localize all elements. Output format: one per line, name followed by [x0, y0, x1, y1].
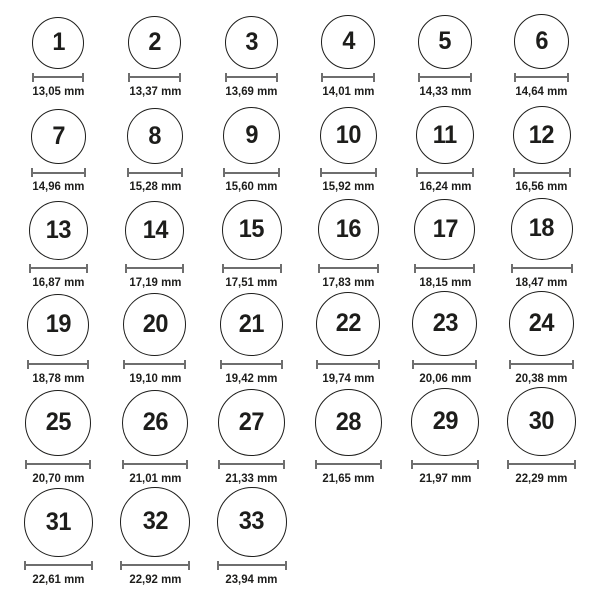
- diameter-label: 23,94 mm: [225, 571, 278, 586]
- diameter-label: 15,92 mm: [322, 179, 375, 194]
- ring-size-item: [10, 387, 107, 487]
- ring-circle: [509, 291, 574, 356]
- ring-size-item: [493, 4, 590, 100]
- diameter-ruler-icon: [418, 73, 472, 82]
- ruler-line: [127, 267, 182, 269]
- ring-circle: [414, 199, 475, 260]
- diameter-ruler-icon: [32, 73, 84, 82]
- diameter-label: 20,38 mm: [515, 370, 568, 385]
- ruler-line: [516, 76, 567, 78]
- diameter-ruler-icon: [412, 360, 477, 369]
- ruler-line: [225, 172, 278, 174]
- ring-size-number: 28: [335, 407, 361, 436]
- ruler-line: [222, 363, 281, 365]
- ring-size-number: 20: [142, 309, 168, 338]
- ring-circle: [223, 107, 280, 164]
- ring-size-number: 6: [535, 26, 548, 55]
- ring-size-number: 2: [148, 27, 162, 56]
- diameter-ruler-icon: [127, 168, 183, 177]
- diameter-label: 16,24 mm: [419, 179, 471, 194]
- ring-circle: [418, 15, 472, 69]
- diameter-ruler-icon: [123, 360, 186, 369]
- ring-size-number: 31: [45, 507, 71, 536]
- ruler-line: [414, 363, 475, 365]
- diameter-ruler-icon: [511, 264, 573, 273]
- diameter-ruler-icon: [29, 264, 88, 273]
- ring-size-item: [107, 291, 204, 387]
- ring-circle: [122, 390, 188, 456]
- diameter-label: 19,42 mm: [225, 370, 278, 385]
- ring-size-item: [107, 387, 204, 487]
- ruler-line: [420, 76, 470, 78]
- ruler-line: [323, 76, 373, 78]
- ring-size-number: 18: [529, 214, 555, 243]
- diameter-label: 13,05 mm: [32, 83, 85, 98]
- diameter-ruler-icon: [416, 168, 474, 177]
- diameter-label: 20,06 mm: [419, 370, 471, 385]
- diameter-label: 21,65 mm: [322, 470, 375, 485]
- ring-circle: [29, 201, 88, 260]
- ring-size-number: 25: [45, 408, 71, 437]
- ring-size-item: [493, 100, 590, 196]
- ring-size-number: 33: [239, 507, 265, 536]
- diameter-ruler-icon: [316, 360, 380, 369]
- ring-size-number: 26: [142, 408, 168, 437]
- ruler-line: [29, 363, 87, 365]
- ring-circle: [315, 389, 382, 456]
- ring-size-item: [397, 291, 494, 387]
- ring-size-number: 14: [142, 215, 168, 244]
- diameter-ruler-icon: [218, 460, 285, 469]
- ring-size-number: 30: [529, 406, 555, 435]
- diameter-ruler-icon: [513, 168, 571, 177]
- diameter-label: 14,64 mm: [515, 83, 568, 98]
- ring-size-item: [203, 195, 300, 291]
- ring-size-item: [397, 387, 494, 487]
- diameter-ruler-icon: [217, 561, 287, 570]
- ring-size-item: [10, 291, 107, 387]
- ring-size-number: 15: [239, 215, 265, 244]
- diameter-label: 17,51 mm: [225, 274, 278, 289]
- ring-circle: [411, 388, 479, 456]
- ring-size-number: 27: [239, 407, 265, 436]
- ruler-line: [322, 172, 375, 174]
- diameter-ruler-icon: [514, 73, 569, 82]
- diameter-ruler-icon: [411, 460, 479, 469]
- diameter-ruler-icon: [120, 561, 190, 570]
- diameter-label: 18,78 mm: [32, 370, 85, 385]
- ring-size-item: [107, 487, 204, 588]
- ring-size-item: [107, 195, 204, 291]
- ring-circle: [511, 198, 573, 260]
- ruler-line: [27, 463, 89, 465]
- ring-size-number: 19: [45, 310, 71, 339]
- ring-circle: [218, 389, 285, 456]
- ring-circle: [507, 387, 576, 456]
- ring-size-item: [300, 387, 397, 487]
- diameter-label: 22,29 mm: [515, 470, 568, 485]
- ring-size-item: [203, 487, 300, 588]
- diameter-label: 22,92 mm: [129, 571, 181, 586]
- ruler-line: [416, 267, 473, 269]
- ring-size-item: [397, 4, 494, 100]
- ring-size-item: [300, 291, 397, 387]
- ruler-line: [122, 564, 188, 566]
- ruler-line: [318, 363, 378, 365]
- ring-size-number: 5: [438, 27, 452, 56]
- ring-circle: [27, 294, 89, 356]
- ruler-line: [513, 267, 571, 269]
- diameter-label: 14,33 mm: [419, 83, 471, 98]
- ring-size-item: [300, 4, 397, 100]
- ring-size-number: 23: [432, 308, 458, 337]
- ring-size-number: 24: [529, 308, 555, 337]
- ruler-line: [320, 267, 377, 269]
- ring-size-number: 7: [52, 122, 65, 151]
- ring-size-number: 29: [432, 407, 458, 436]
- diameter-label: 16,56 mm: [515, 179, 568, 194]
- diameter-label: 17,19 mm: [129, 274, 181, 289]
- ruler-line: [515, 172, 569, 174]
- ring-size-number: 11: [433, 120, 457, 149]
- ring-circle: [416, 106, 474, 164]
- diameter-ruler-icon: [27, 360, 89, 369]
- ruler-line: [26, 564, 91, 566]
- diameter-ruler-icon: [315, 460, 382, 469]
- ring-circle: [120, 487, 190, 557]
- ring-size-item: [493, 387, 590, 487]
- diameter-ruler-icon: [128, 73, 181, 82]
- ring-size-number: 17: [432, 214, 458, 243]
- ruler-line: [33, 172, 84, 174]
- diameter-ruler-icon: [507, 460, 576, 469]
- ring-size-number: 10: [335, 121, 361, 150]
- ring-size-item: [300, 195, 397, 291]
- ruler-line: [317, 463, 380, 465]
- ring-size-number: 21: [239, 309, 265, 338]
- diameter-label: 13,37 mm: [129, 83, 181, 98]
- ring-circle: [514, 14, 569, 69]
- ring-size-item: [300, 100, 397, 196]
- ring-circle: [318, 199, 379, 260]
- ring-circle: [32, 17, 84, 69]
- diameter-ruler-icon: [225, 73, 278, 82]
- diameter-ruler-icon: [222, 264, 282, 273]
- ring-size-item: [203, 4, 300, 100]
- ring-circle: [513, 106, 571, 164]
- ruler-line: [509, 463, 574, 465]
- ring-circle: [128, 16, 181, 69]
- ruler-line: [413, 463, 477, 465]
- ring-circle: [217, 487, 287, 557]
- ruler-line: [31, 267, 86, 269]
- ruler-line: [124, 463, 186, 465]
- ring-size-number: 32: [142, 507, 168, 536]
- ring-circle: [320, 107, 377, 164]
- ruler-line: [125, 363, 184, 365]
- ring-circle: [316, 292, 380, 356]
- ring-size-number: 16: [335, 214, 361, 243]
- ruler-line: [34, 76, 82, 78]
- ring-size-number: 22: [335, 309, 361, 338]
- diameter-ruler-icon: [25, 460, 91, 469]
- ruler-line: [129, 172, 181, 174]
- diameter-ruler-icon: [321, 73, 375, 82]
- diameter-ruler-icon: [125, 264, 184, 273]
- ring-circle: [127, 108, 183, 164]
- diameter-label: 18,47 mm: [515, 274, 568, 289]
- diameter-label: 20,70 mm: [32, 470, 85, 485]
- ring-size-item: [203, 387, 300, 487]
- ring-circle: [123, 293, 186, 356]
- diameter-label: 16,87 mm: [32, 274, 85, 289]
- ring-size-number: 1: [52, 28, 65, 57]
- ring-circle: [25, 390, 91, 456]
- ring-circle: [222, 200, 282, 260]
- diameter-ruler-icon: [414, 264, 475, 273]
- ring-size-item: [397, 195, 494, 291]
- ring-size-item: [107, 100, 204, 196]
- ring-circle: [412, 291, 477, 356]
- diameter-label: 13,69 mm: [225, 83, 278, 98]
- diameter-label: 18,15 mm: [419, 274, 471, 289]
- ring-size-number: 4: [342, 27, 355, 56]
- diameter-label: 14,96 mm: [32, 179, 85, 194]
- ring-circle: [220, 293, 283, 356]
- ring-size-item: [10, 100, 107, 196]
- diameter-label: 15,60 mm: [225, 179, 278, 194]
- ring-circle: [125, 201, 184, 260]
- diameter-label: 21,01 mm: [129, 470, 181, 485]
- diameter-ruler-icon: [31, 168, 86, 177]
- diameter-ruler-icon: [509, 360, 574, 369]
- diameter-label: 21,97 mm: [419, 470, 471, 485]
- ring-size-item: [10, 195, 107, 291]
- ring-size-number: 12: [529, 120, 555, 149]
- ring-circle: [31, 109, 86, 164]
- ruler-line: [130, 76, 179, 78]
- ring-size-item: [107, 4, 204, 100]
- diameter-label: 22,61 mm: [32, 571, 85, 586]
- diameter-ruler-icon: [24, 561, 93, 570]
- ring-size-item: [10, 487, 107, 588]
- ring-size-item: [203, 100, 300, 196]
- diameter-ruler-icon: [122, 460, 188, 469]
- ruler-line: [511, 363, 572, 365]
- diameter-label: 21,33 mm: [225, 470, 278, 485]
- ring-circle: [225, 16, 278, 69]
- ring-circle: [24, 488, 93, 557]
- ruler-line: [220, 463, 283, 465]
- diameter-ruler-icon: [223, 168, 280, 177]
- diameter-ruler-icon: [220, 360, 283, 369]
- diameter-label: 15,28 mm: [129, 179, 181, 194]
- ruler-line: [224, 267, 280, 269]
- diameter-ruler-icon: [320, 168, 377, 177]
- ring-size-number: 8: [148, 121, 162, 150]
- diameter-ruler-icon: [318, 264, 379, 273]
- ring-size-item: [493, 195, 590, 291]
- diameter-label: 14,01 mm: [322, 83, 375, 98]
- ring-size-number: 9: [245, 121, 258, 150]
- ruler-line: [227, 76, 276, 78]
- ring-circle: [321, 15, 375, 69]
- diameter-label: 19,10 mm: [129, 370, 181, 385]
- ring-size-number: 13: [45, 215, 71, 244]
- ring-size-item: [203, 291, 300, 387]
- ruler-line: [219, 564, 285, 566]
- ring-size-number: 3: [245, 27, 258, 56]
- ring-size-item: [397, 100, 494, 196]
- ring-size-item: [10, 4, 107, 100]
- diameter-label: 17,83 mm: [322, 274, 375, 289]
- ring-size-item: [493, 291, 590, 387]
- diameter-label: 19,74 mm: [322, 370, 375, 385]
- ruler-line: [418, 172, 472, 174]
